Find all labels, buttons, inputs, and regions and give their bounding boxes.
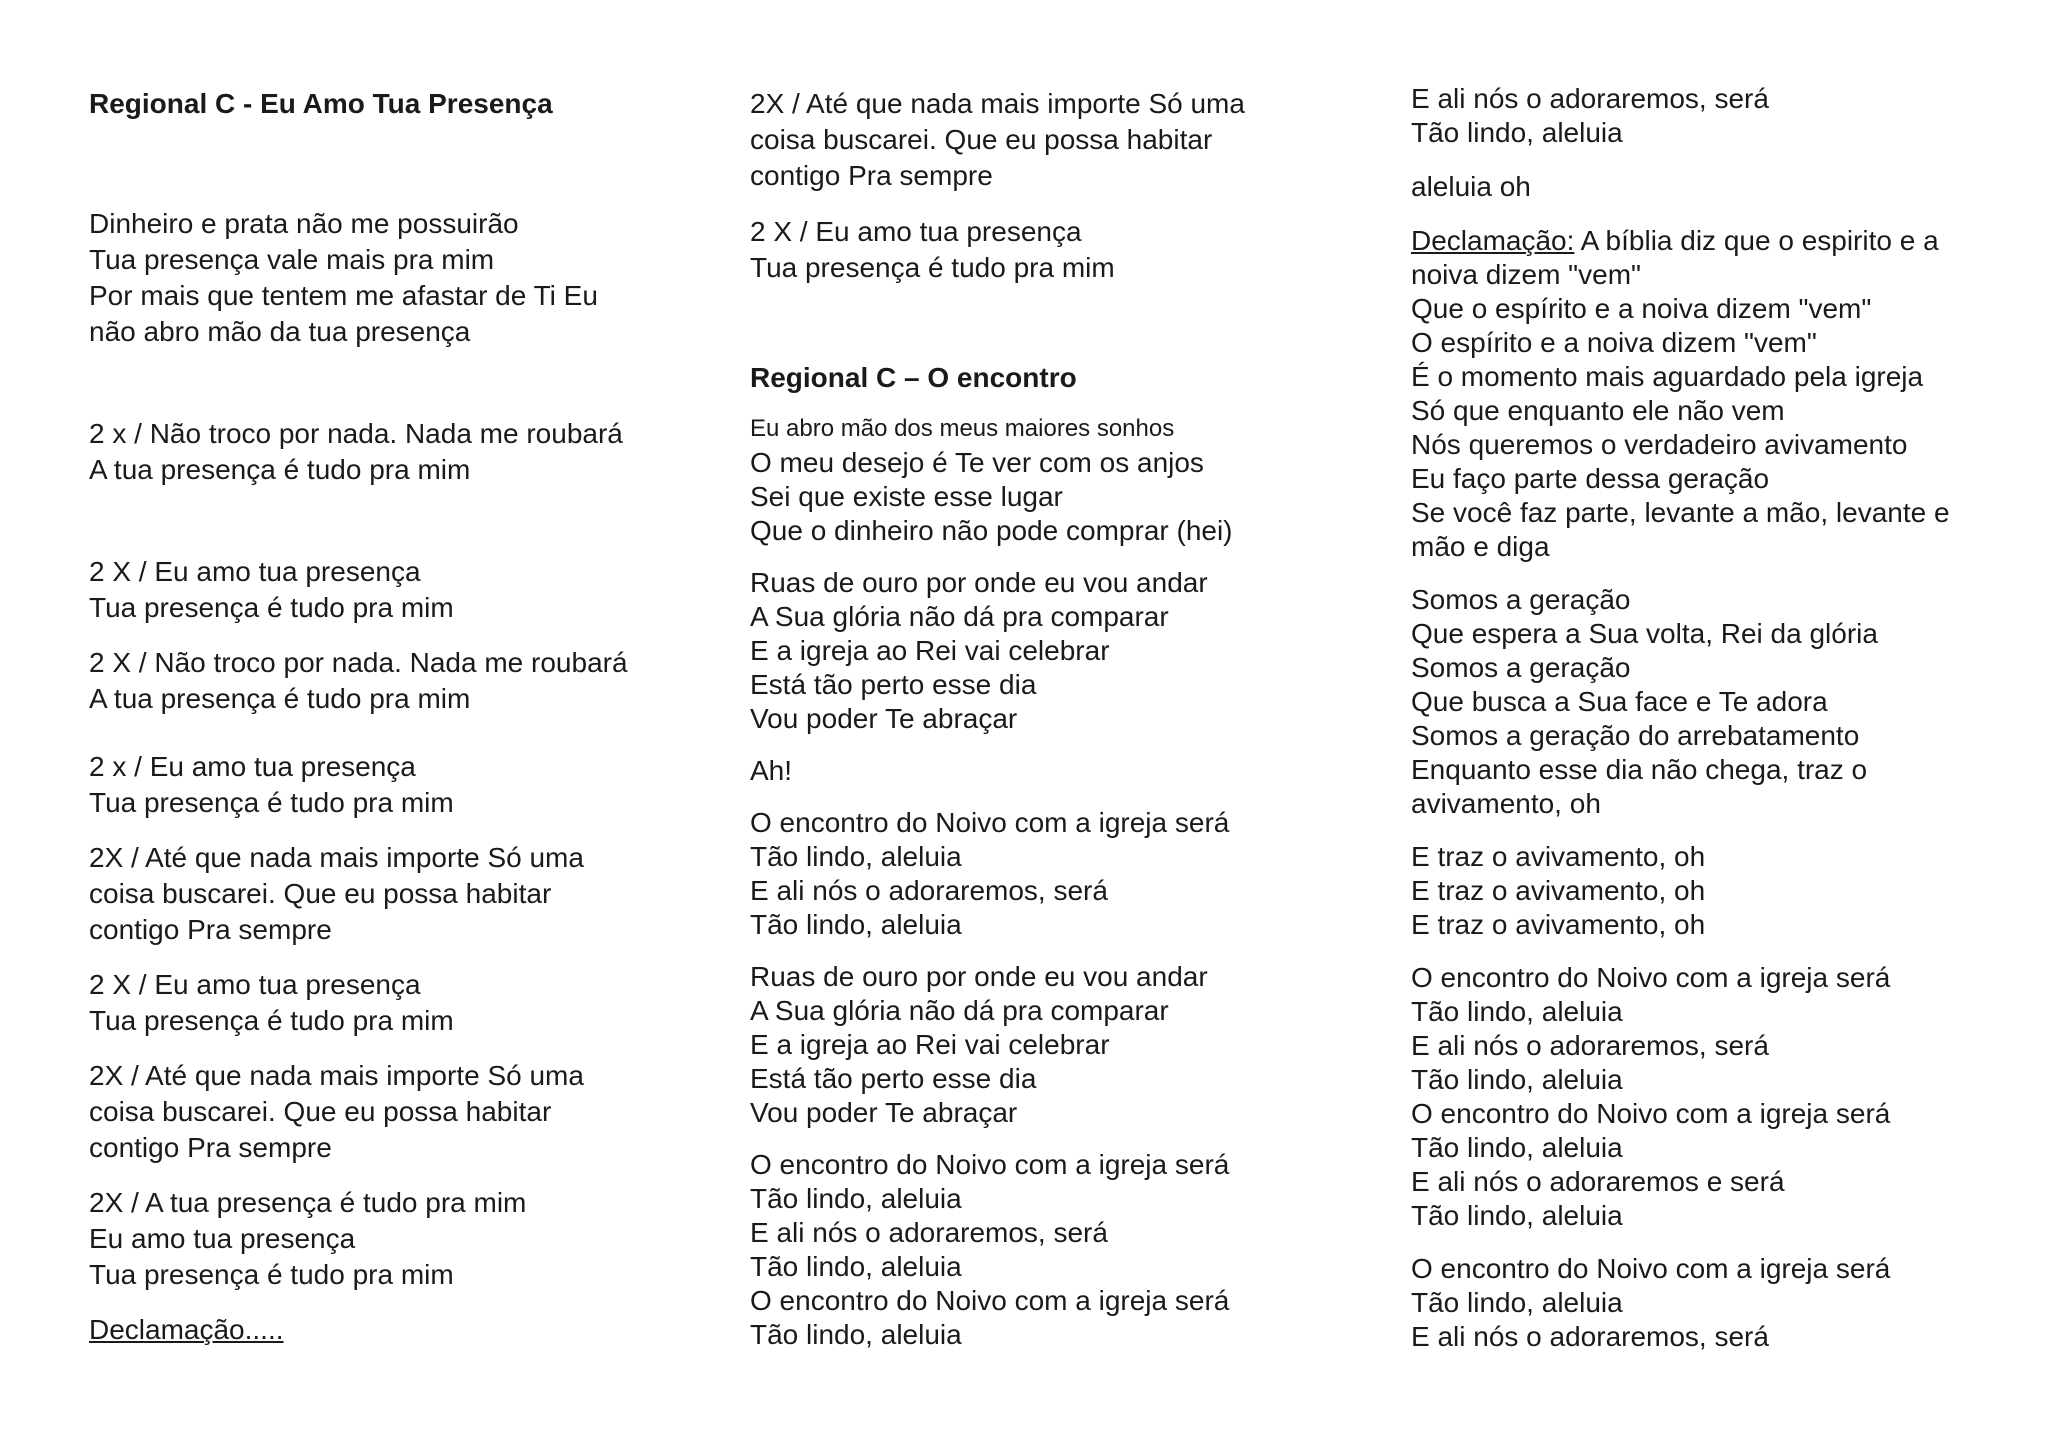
- lyric-line: O encontro do Noivo com a igreja será: [750, 1149, 1230, 1180]
- lyric-line: Enquanto esse dia não chega, traz o: [1411, 754, 1868, 785]
- declamacao-text: A bíblia diz que o espirito e a: [1574, 225, 1939, 256]
- lyric-line: 2 X / Não troco por nada. Nada me roubará: [89, 647, 628, 678]
- stanza: [750, 806, 1370, 942]
- stanza-small-line: Eu abro mão dos meus maiores sonhos: [750, 415, 1175, 442]
- song-title-eu-amo-tua-presenca: Regional C - Eu Amo Tua Presença: [89, 88, 553, 119]
- lyric-line: E ali nós o adoraremos, será: [1411, 1321, 1769, 1352]
- lyric-line: noiva dizem "vem": [1411, 259, 1641, 290]
- lyric-line: O encontro do Noivo com a igreja será: [750, 807, 1230, 838]
- lyric-line: 2X / Até que nada mais importe Só uma: [750, 88, 1245, 119]
- lyric-line: E ali nós o adoraremos, será: [750, 1217, 1108, 1248]
- lyric-line: aleluia oh: [1411, 171, 1531, 202]
- declamacao-label: Declamação.....: [89, 1314, 284, 1345]
- stanza-lines: [750, 446, 1370, 548]
- lyric-line: Tão lindo, aleluia: [1411, 1064, 1623, 1095]
- lyric-line: Que espera a Sua volta, Rei da glória: [1411, 618, 1878, 649]
- lyric-line: contigo Pra sempre: [89, 914, 332, 945]
- stanza: [89, 1058, 709, 1166]
- lyric-line: Tão lindo, aleluia: [750, 1319, 962, 1350]
- lyric-line: Está tão perto esse dia: [750, 669, 1037, 700]
- lyric-line: E ali nós o adoraremos, será: [1411, 83, 1769, 114]
- lyric-line: O meu desejo é Te ver com os anjos: [750, 447, 1204, 478]
- lyric-line: Ah!: [750, 755, 793, 786]
- stanza: [1411, 583, 2011, 821]
- lyric-line: 2 x / Eu amo tua presença: [89, 751, 416, 782]
- lyric-line: Ruas de ouro por onde eu vou andar: [750, 961, 1208, 992]
- lyric-line: E ali nós o adoraremos, será: [1411, 1030, 1769, 1061]
- lyric-line: 2 x / Não troco por nada. Nada me roubará: [89, 418, 623, 449]
- lyric-line: A tua presença é tudo pra mim: [89, 454, 471, 485]
- lyric-line: E ali nós o adoraremos, será: [750, 875, 1108, 906]
- lyric-line: O encontro do Noivo com a igreja será: [1411, 1253, 1891, 1284]
- lyric-line: mão e diga: [1411, 531, 1550, 562]
- lyric-line: Somos a geração: [1411, 652, 1631, 683]
- lyric-line: Somos a geração do arrebatamento: [1411, 720, 1860, 751]
- song-title-o-encontro: Regional C – O encontro: [750, 362, 1077, 393]
- column-2: [750, 86, 1370, 1352]
- lyric-line: contigo Pra sempre: [89, 1132, 332, 1163]
- stanza: [89, 1185, 709, 1293]
- lyric-line: O encontro do Noivo com a igreja será: [750, 1285, 1230, 1316]
- lyric-line: coisa buscarei. Que eu possa habitar: [750, 124, 1213, 155]
- lyric-line: Só que enquanto ele não vem: [1411, 395, 1785, 426]
- lyric-line: Ruas de ouro por onde eu vou andar: [750, 567, 1208, 598]
- lyric-line: Dinheiro e prata não me possuirão: [89, 208, 519, 239]
- lyric-line: 2 X / Eu amo tua presença: [89, 556, 421, 587]
- lyric-line: Tua presença é tudo pra mim: [750, 252, 1115, 283]
- lyric-line: E a igreja ao Rei vai celebrar: [750, 1029, 1110, 1060]
- lyric-line: Tua presença é tudo pra mim: [89, 787, 454, 818]
- lyric-line: E ali nós o adoraremos e será: [1411, 1166, 1785, 1197]
- stanza: [1411, 961, 2011, 1233]
- lyric-line: Tão lindo, aleluia: [1411, 1132, 1623, 1163]
- stanza: [89, 554, 709, 626]
- lyric-line: 2 X / Eu amo tua presença: [89, 969, 421, 1000]
- lyric-line: Nós queremos o verdadeiro avivamento: [1411, 429, 1908, 460]
- stanza: [89, 645, 709, 717]
- stanza: [1411, 82, 2011, 150]
- stanza: [1411, 1252, 2011, 1354]
- stanza: [750, 412, 1370, 548]
- lyric-line: Se você faz parte, levante a mão, levante e: [1411, 497, 1950, 528]
- lyric-line: A Sua glória não dá pra comparar: [750, 601, 1169, 632]
- lyric-line: Vou poder Te abraçar: [750, 703, 1018, 734]
- stanza: [89, 206, 709, 350]
- lyric-line: Tão lindo, aleluia: [1411, 117, 1623, 148]
- lyric-line: A Sua glória não dá pra comparar: [750, 995, 1169, 1026]
- lyric-line: Tua presença vale mais pra mim: [89, 244, 495, 275]
- stanza: [89, 967, 709, 1039]
- stanza: [750, 960, 1370, 1130]
- lyric-line: avivamento, oh: [1411, 788, 1601, 819]
- stanza: [750, 214, 1370, 286]
- lyric-line: coisa buscarei. Que eu possa habitar: [89, 878, 552, 909]
- lyric-line: Somos a geração: [1411, 584, 1631, 615]
- lyric-line: Tão lindo, aleluia: [1411, 1200, 1623, 1231]
- lyric-line: E traz o avivamento, oh: [1411, 909, 1706, 940]
- lyric-line: 2X / Até que nada mais importe Só uma: [89, 842, 584, 873]
- stanza: [1411, 170, 2011, 204]
- stanza: [750, 86, 1370, 194]
- lyric-line: 2X / Até que nada mais importe Só uma: [89, 1060, 584, 1091]
- lyric-line: Que busca a Sua face e Te adora: [1411, 686, 1828, 717]
- lyric-line: Eu faço parte dessa geração: [1411, 463, 1770, 494]
- lyric-line: Tão lindo, aleluia: [1411, 996, 1623, 1027]
- stanza: [89, 840, 709, 948]
- lyric-line: Que o dinheiro não pode comprar (hei): [750, 515, 1233, 546]
- stanza: [750, 566, 1370, 736]
- lyric-line: O encontro do Noivo com a igreja será: [1411, 962, 1891, 993]
- lyric-line: Tão lindo, aleluia: [1411, 1287, 1623, 1318]
- lyric-line: Eu amo tua presença: [89, 1223, 356, 1254]
- lyric-line: coisa buscarei. Que eu possa habitar: [89, 1096, 552, 1127]
- lyric-line: Tua presença é tudo pra mim: [89, 592, 454, 623]
- stanza: [750, 1148, 1370, 1352]
- lyric-line: Vou poder Te abraçar: [750, 1097, 1018, 1128]
- lyric-line: É o momento mais aguardado pela igreja: [1411, 361, 1924, 392]
- lyric-line: Tua presença é tudo pra mim: [89, 1005, 454, 1036]
- lyric-line: Sei que existe esse lugar: [750, 481, 1063, 512]
- declamacao-lines: [1411, 258, 2011, 564]
- lyric-line: 2 X / Eu amo tua presença: [750, 216, 1082, 247]
- stanza: [89, 416, 709, 488]
- stanza: [1411, 840, 2011, 942]
- lyric-line: Tão lindo, aleluia: [750, 1251, 962, 1282]
- lyric-line: O espírito e a noiva dizem "vem": [1411, 327, 1817, 358]
- lyric-line: O encontro do Noivo com a igreja será: [1411, 1098, 1891, 1129]
- lyric-line: não abro mão da tua presença: [89, 316, 471, 347]
- lyric-line: Tão lindo, aleluia: [750, 1183, 962, 1214]
- stanza: [750, 754, 1370, 788]
- lyric-line: Está tão perto esse dia: [750, 1063, 1037, 1094]
- column-3: [1411, 83, 2011, 1354]
- lyric-line: Tua presença é tudo pra mim: [89, 1259, 454, 1290]
- lyric-line: E traz o avivamento, oh: [1411, 875, 1706, 906]
- lyric-line: Tão lindo, aleluia: [750, 909, 962, 940]
- declamacao-first-line: [1411, 224, 2011, 258]
- lyric-line: contigo Pra sempre: [750, 160, 993, 191]
- lyric-line: E traz o avivamento, oh: [1411, 841, 1706, 872]
- lyric-line: E a igreja ao Rei vai celebrar: [750, 635, 1110, 666]
- column-1: [89, 86, 709, 1348]
- lyric-line: Tão lindo, aleluia: [750, 841, 962, 872]
- declamacao-label: Declamação:: [1411, 225, 1575, 256]
- declamacao-block: [1411, 224, 2011, 564]
- lyric-line: Por mais que tentem me afastar de Ti Eu: [89, 280, 598, 311]
- lyric-line: 2X / A tua presença é tudo pra mim: [89, 1187, 527, 1218]
- lyric-line: Que o espírito e a noiva dizem "vem": [1411, 293, 1872, 324]
- stanza: [89, 749, 709, 821]
- lyric-line: A tua presença é tudo pra mim: [89, 683, 471, 714]
